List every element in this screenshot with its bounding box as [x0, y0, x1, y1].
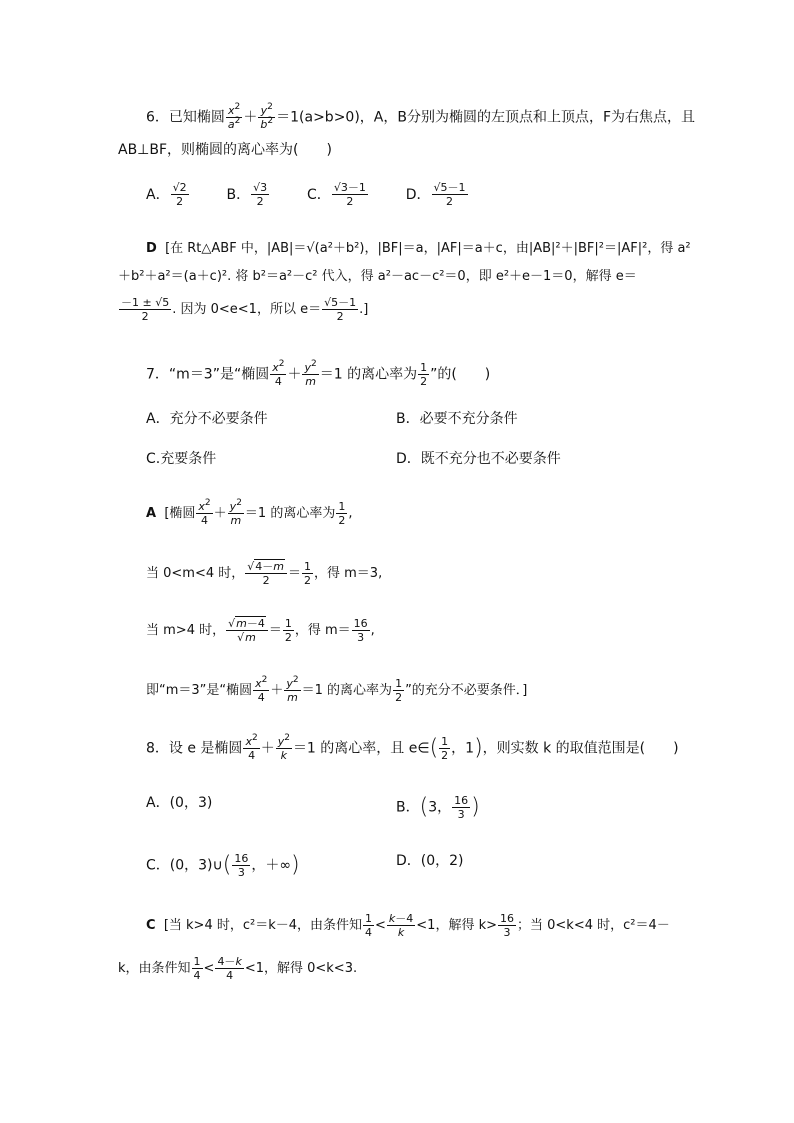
q7-option-c[interactable]: C.充要条件: [146, 451, 217, 467]
q8-option-d[interactable]: D．(0，2): [396, 853, 464, 869]
q6-number: 6．: [146, 109, 169, 126]
q6-stem-line1: 6．已知椭圆 $\frac{x^2}{a^2}$ ＋ $\frac{y^2}{b^2}$ ＝1(a>b>0)，A，B分别为椭圆的左顶点和上顶点，F为右焦点，且: [146, 102, 696, 131]
q6-options: [146, 181, 469, 208]
q8-option-a[interactable]: A．(0，3): [146, 795, 213, 811]
q8-solution-line2: k，由条件知 $\frac{1}{4}$ < $\frac{4-k}{4}$ <1，解得 0<k<3.: [118, 955, 358, 982]
q7-number: 7．: [146, 366, 169, 383]
q6-e-fraction: $\frac{√5-1}{2}$: [324, 296, 357, 323]
q6-frac-y2b2: $\frac{y^2}{b^2}$: [260, 102, 274, 131]
q6-answer-letter: D: [146, 241, 157, 256]
q6-option-b[interactable]: B． $\frac{√3}{2}$: [226, 181, 268, 208]
q7-solution-line4: 即“m＝3”是“椭圆 $\frac{x^2}{4}$ ＋ $\frac{y^2}{m}$ ＝1 的离心率为 $\frac{1}{2}$ ”的充分不必要条件．]: [146, 675, 528, 704]
q8-stem: 8．设 e 是椭圆 $\frac{x^2}{4}$ ＋ $\frac{y^2}{k}$ ＝1 的离心率，且 e∈( $\frac{1}{2}$ ，1)，则实数 k 的取值范围是( ): [146, 733, 679, 762]
q6-solution-line2: ＋b²＋a²＝(a＋c)². 将 b²＝a²－c² 代入，得 a²－ac－c²＝0，即 e²＋e－1＝0，解得 e＝: [118, 269, 637, 284]
q6-frac-x2a2: $\frac{x^2}{a^2}$: [227, 102, 241, 131]
q8-number: 8．: [146, 740, 169, 757]
q7-solution-line3: 当 m>4 时， $\frac{√m-4}{√m}$ ＝ $\frac{1}{2}$ ，得 m＝ $\frac{16}{3}$ ,: [146, 617, 375, 644]
q6-option-a[interactable]: A． $\frac{√2}{2}$: [146, 181, 187, 208]
q6-stem-suffix: ＝1(a>b>0)，A，B分别为椭圆的左顶点和上顶点，F为右焦点，且: [276, 109, 696, 126]
q6-solution-line3: $\frac{-1 \pm √5}{2}$ . 因为 0<e<1，所以 e＝ $\frac{√5-1}{2}$ .]: [121, 296, 369, 323]
q8-option-b[interactable]: B．(3， $\frac{16}{3}$ ): [396, 794, 480, 821]
q8-answer-letter: C: [146, 918, 156, 933]
q7-option-a[interactable]: A．充分不必要条件: [146, 411, 268, 427]
q7-option-d[interactable]: D．既不充分也不必要条件: [396, 451, 561, 467]
q8-option-c[interactable]: C．(0，3)∪( $\frac{16}{3}$ ，＋∞): [146, 852, 300, 879]
q6-stem-line2: AB⊥BF，则椭圆的离心率为( ): [118, 142, 332, 158]
q6-root-fraction: $\frac{-1 \pm √5}{2}$: [121, 296, 170, 323]
q8-solution-line1: C [当 k>4 时，c²＝k－4，由条件知 $\frac{1}{4}$ < $\frac{k-4}{k}$ <1，解得 k> $\frac{16}{3}$ ；当 0<k<4 时，c²＝4－: [146, 912, 670, 939]
q7-solution-line1: A [椭圆 $\frac{x^2}{4}$ ＋ $\frac{y^2}{m}$ ＝1 的离心率为 $\frac{1}{2}$ ,: [146, 498, 353, 527]
q6-option-d[interactable]: D． $\frac{√5-1}{2}$: [405, 181, 466, 208]
q7-stem: 7．“m＝3”是“椭圆 $\frac{x^2}{4}$ ＋ $\frac{y^2}{m}$ ＝1 的离心率为 $\frac{1}{2}$ ”的( ): [146, 359, 491, 388]
q6-solution-text1: [在 Rt△ABF 中，|AB|＝√(a²＋b²)，|BF|＝a，|AF|＝a＋c，由|AB|²＋|BF|²＝|AF|²，得 a²: [165, 241, 691, 256]
q6-solution-line1: [146, 240, 691, 258]
q6-stem-prefix: 已知椭圆: [168, 109, 225, 126]
q7-solution-line2: 当 0<m<4 时， $\frac{√4-m}{2}$ ＝ $\frac{1}{2}$ ，得 m＝3,: [146, 560, 383, 587]
q7-answer-letter: A: [146, 506, 157, 521]
q7-option-b[interactable]: B．必要不充分条件: [396, 411, 518, 427]
q6-option-c[interactable]: C． $\frac{√3-1}{2}$: [307, 181, 366, 208]
